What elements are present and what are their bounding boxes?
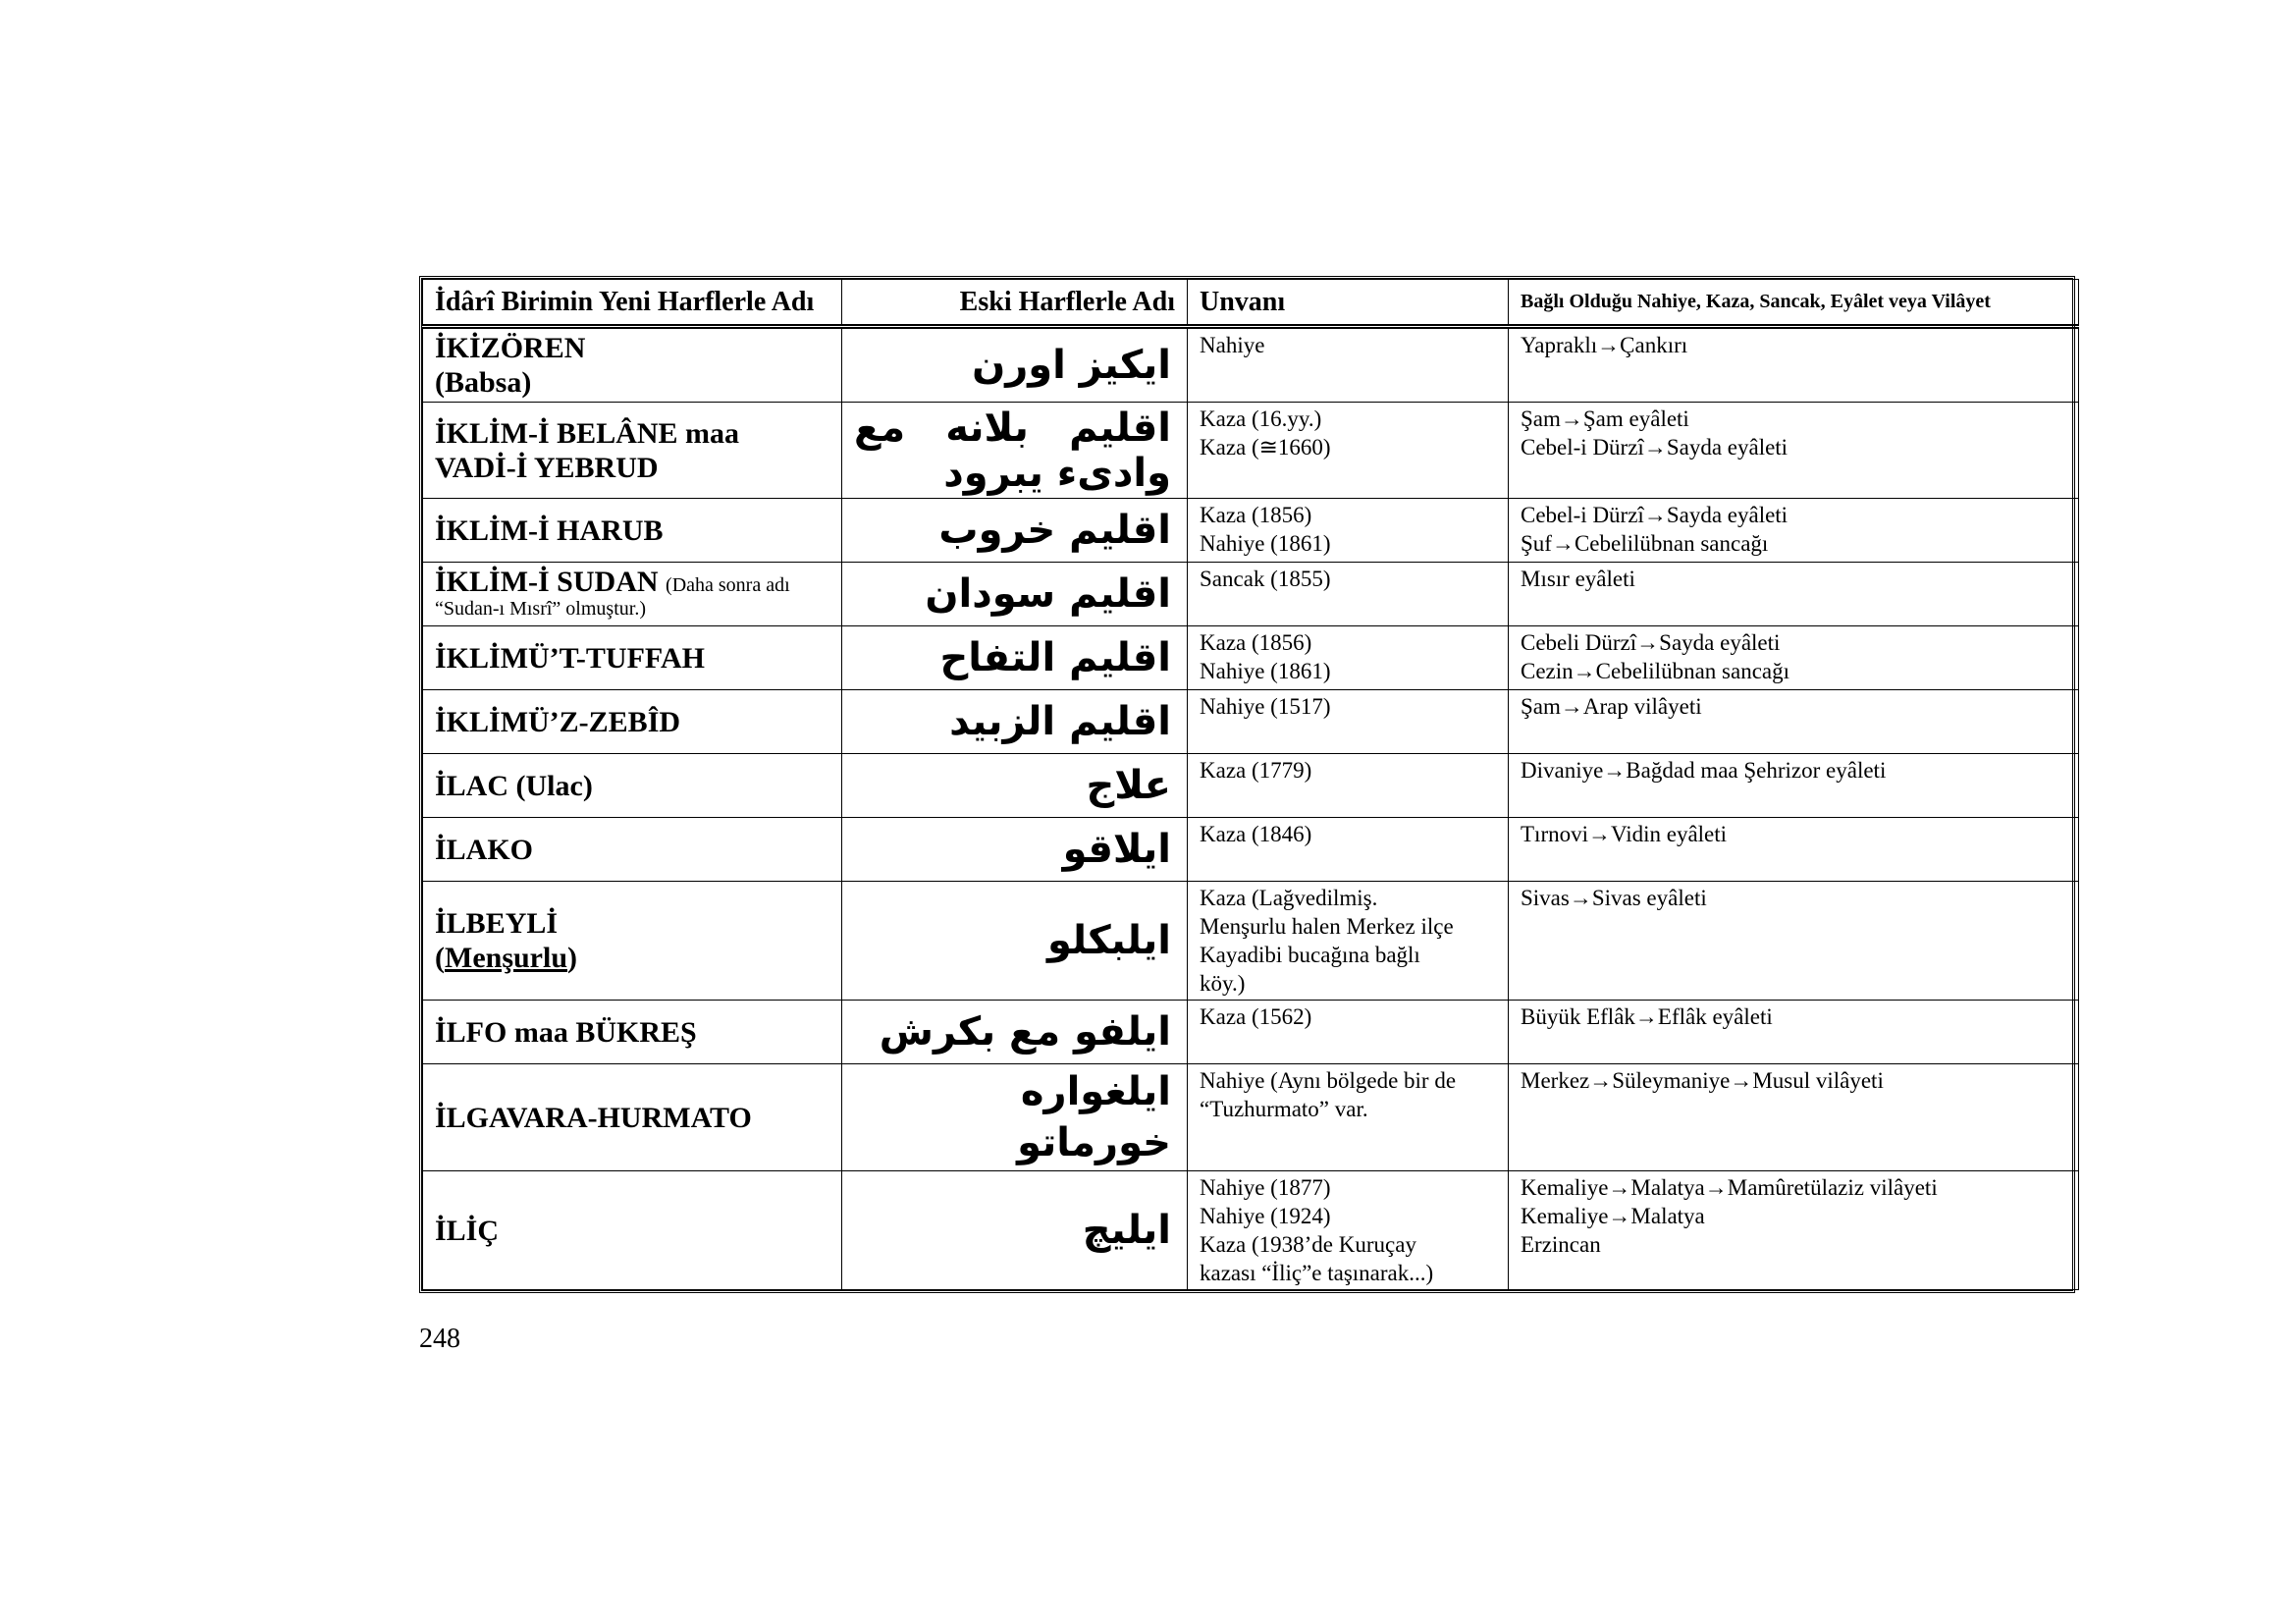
table-row [423, 1064, 2079, 1171]
affiliation-cell [1509, 1171, 2079, 1290]
table-row [423, 626, 2079, 690]
title-cell [1188, 403, 1509, 499]
table-row [423, 882, 2079, 1001]
old-name-cell: ایلبکلو [842, 882, 1188, 1001]
new-name-cell [423, 403, 842, 499]
new-name-cell [423, 1064, 842, 1171]
title-line: Menşurlu halen Merkez ilçe [1200, 914, 1454, 939]
title-line: Nahiye (1861) [1200, 531, 1331, 556]
title-cell [1188, 626, 1509, 690]
affiliation-line: Cebeli Dürzî→Sayda eyâleti [1521, 630, 1781, 655]
affiliation-line: Şam→Şam eyâleti [1521, 406, 1689, 431]
new-name-cell [423, 1001, 842, 1064]
new-name-cell [423, 690, 842, 754]
affiliation-cell [1509, 818, 2079, 882]
affiliation-line: Cezin→Cebelilübnan sancağı [1521, 659, 1790, 683]
new-name: İKLİM-İ HARUB [435, 514, 664, 547]
affiliation-cell [1509, 690, 2079, 754]
new-name-cell [423, 754, 842, 818]
title-line: Kaza (1856) [1200, 503, 1312, 527]
old-name-cell: ایکیز اورن [842, 327, 1188, 403]
title-cell [1188, 1064, 1509, 1171]
old-name-cell: ایلیچ [842, 1171, 1188, 1290]
affiliation-line: Kemaliye→Malatya [1521, 1204, 1705, 1228]
affiliation-line: Mısır eyâleti [1521, 567, 1635, 591]
new-name: İKLİM-İ SUDAN [435, 565, 659, 598]
new-name-alt: (Babsa) [435, 366, 532, 399]
new-name-alt-underlined: Menşurlu [445, 942, 568, 974]
new-name: İLİÇ [435, 1214, 500, 1247]
title-line: Kaza (1856) [1200, 630, 1312, 655]
old-name-cell: اقلیم بلانه مع وادیء یبرود [842, 403, 1188, 499]
old-name-cell: ایلغواره خورماتو [842, 1064, 1188, 1171]
new-name: İLFO maa BÜKREŞ [435, 1015, 697, 1049]
new-name-cell [423, 327, 842, 403]
affiliation-line: Cebel-i Dürzî→Sayda eyâleti [1521, 435, 1789, 460]
old-name-cell: اقلیم سودان [842, 563, 1188, 626]
title-line: köy.) [1200, 971, 1246, 996]
affiliation-line: Divaniye→Bağdad maa Şehrizor eyâleti [1521, 758, 1887, 783]
affiliation-line: Şuf→Cebelilübnan sancağı [1521, 531, 1769, 556]
affiliation-line: Cebel-i Dürzî→Sayda eyâleti [1521, 503, 1789, 527]
old-name-cell: ایلاقو [842, 818, 1188, 882]
affiliation-cell [1509, 563, 2079, 626]
header-old-name: Eski Harflerle Adı [842, 280, 1188, 327]
affiliation-line: Merkez→Süleymaniye→Musul vilâyeti [1521, 1068, 1884, 1093]
title-line: “Tuzhurmato” var. [1200, 1097, 1368, 1121]
table-header [423, 280, 2079, 327]
old-name-cell: اقلیم خروب [842, 499, 1188, 563]
affiliation-line: Sivas→Sivas eyâleti [1521, 886, 1707, 910]
title-cell [1188, 754, 1509, 818]
title-cell [1188, 1171, 1509, 1290]
new-name: İLAKO [435, 833, 534, 866]
table-row [423, 563, 2079, 626]
page-number: 248 [419, 1324, 460, 1354]
new-name-cell [423, 626, 842, 690]
header-affiliation: Bağlı Olduğu Nahiye, Kaza, Sancak, Eyâlet veya Vilâyet [1509, 280, 2079, 327]
table-row [423, 690, 2079, 754]
title-line: Kaza (1562) [1200, 1004, 1312, 1029]
affiliation-cell [1509, 403, 2079, 499]
affiliation-cell [1509, 626, 2079, 690]
title-cell [1188, 327, 1509, 403]
new-name: İKLİM-İ BELÂNE maa [435, 416, 740, 450]
header-title: Unvanı [1188, 280, 1509, 327]
new-name-cell [423, 818, 842, 882]
affiliation-line: Yapraklı→Çankırı [1521, 333, 1688, 357]
paren-open: ( [435, 942, 445, 974]
title-line: Nahiye (1924) [1200, 1204, 1331, 1228]
table-row [423, 818, 2079, 882]
title-line: Kaza (16.yy.) [1200, 406, 1322, 431]
table-row [423, 403, 2079, 499]
gazetteer-table [422, 279, 2079, 1290]
old-name-cell: علاج [842, 754, 1188, 818]
affiliation-cell [1509, 499, 2079, 563]
old-name-cell: ایلفو مع بکرش [842, 1001, 1188, 1064]
title-line: Nahiye (1861) [1200, 659, 1331, 683]
title-line: Kaza (1846) [1200, 822, 1312, 846]
title-line: Kayadibi bucağına bağlı [1200, 943, 1420, 967]
new-name: İKİZÖREN [435, 332, 586, 364]
affiliation-line: Kemaliye→Malatya→Mamûretülaziz vilâyeti [1521, 1175, 1938, 1200]
new-name-alt: VADİ-İ YEBRUD [435, 451, 659, 484]
table-row [423, 499, 2079, 563]
title-line: Kaza (Lağvedilmiş. [1200, 886, 1378, 910]
title-line: Nahiye (1517) [1200, 694, 1331, 719]
affiliation-cell [1509, 1001, 2079, 1064]
gazetteer-table-frame [419, 276, 2075, 1293]
title-line: Kaza (1779) [1200, 758, 1312, 783]
affiliation-line: Tırnovi→Vidin eyâleti [1521, 822, 1728, 846]
title-line: kazası “İliç”e taşınarak...) [1200, 1261, 1434, 1285]
affiliation-cell [1509, 754, 2079, 818]
title-cell [1188, 818, 1509, 882]
title-line: Kaza (≅1660) [1200, 435, 1331, 460]
affiliation-cell [1509, 327, 2079, 403]
title-cell [1188, 690, 1509, 754]
new-name-cell [423, 1171, 842, 1290]
table-row [423, 754, 2079, 818]
table-row [423, 1001, 2079, 1064]
table-body [423, 327, 2079, 1290]
title-line: Nahiye (Aynı bölgede bir de [1200, 1068, 1457, 1093]
paren-close: ) [567, 942, 578, 974]
title-cell [1188, 499, 1509, 563]
new-name-cell [423, 499, 842, 563]
new-name-cell [423, 882, 842, 1001]
new-name: İKLİMÜ’Z-ZEBÎD [435, 705, 681, 738]
old-name-cell: اقلیم التفاح [842, 626, 1188, 690]
title-line: Kaza (1938’de Kuruçay [1200, 1232, 1416, 1257]
title-line: Sancak (1855) [1200, 567, 1331, 591]
old-name-cell: اقلیم الزبید [842, 690, 1188, 754]
header-row [423, 280, 2079, 327]
table-row [423, 327, 2079, 403]
header-new-name: İdârî Birimin Yeni Harflerle Adı [423, 280, 842, 327]
name-note: (Daha sonra adı [666, 573, 790, 596]
new-name-alt [435, 941, 829, 975]
affiliation-line: Erzincan [1521, 1232, 1601, 1257]
title-line: Nahiye [1200, 333, 1265, 357]
name-note-cont: “Sudan-ı Mısrî” olmuştur.) [435, 597, 646, 620]
new-name: İLBEYLİ [435, 907, 559, 940]
affiliation-line: Büyük Eflâk→Eflâk eyâleti [1521, 1004, 1773, 1029]
new-name: İLAC (Ulac) [435, 769, 593, 802]
affiliation-cell [1509, 1064, 2079, 1171]
table-row [423, 1171, 2079, 1290]
title-cell [1188, 1001, 1509, 1064]
affiliation-cell [1509, 882, 2079, 1001]
new-name-cell [423, 563, 842, 626]
new-name: İLGAVARA-HURMATO [435, 1101, 752, 1134]
title-cell [1188, 882, 1509, 1001]
new-name: İKLİMÜ’T-TUFFAH [435, 641, 706, 675]
title-cell [1188, 563, 1509, 626]
title-line: Nahiye (1877) [1200, 1175, 1331, 1200]
affiliation-line: Şam→Arap vilâyeti [1521, 694, 1702, 719]
